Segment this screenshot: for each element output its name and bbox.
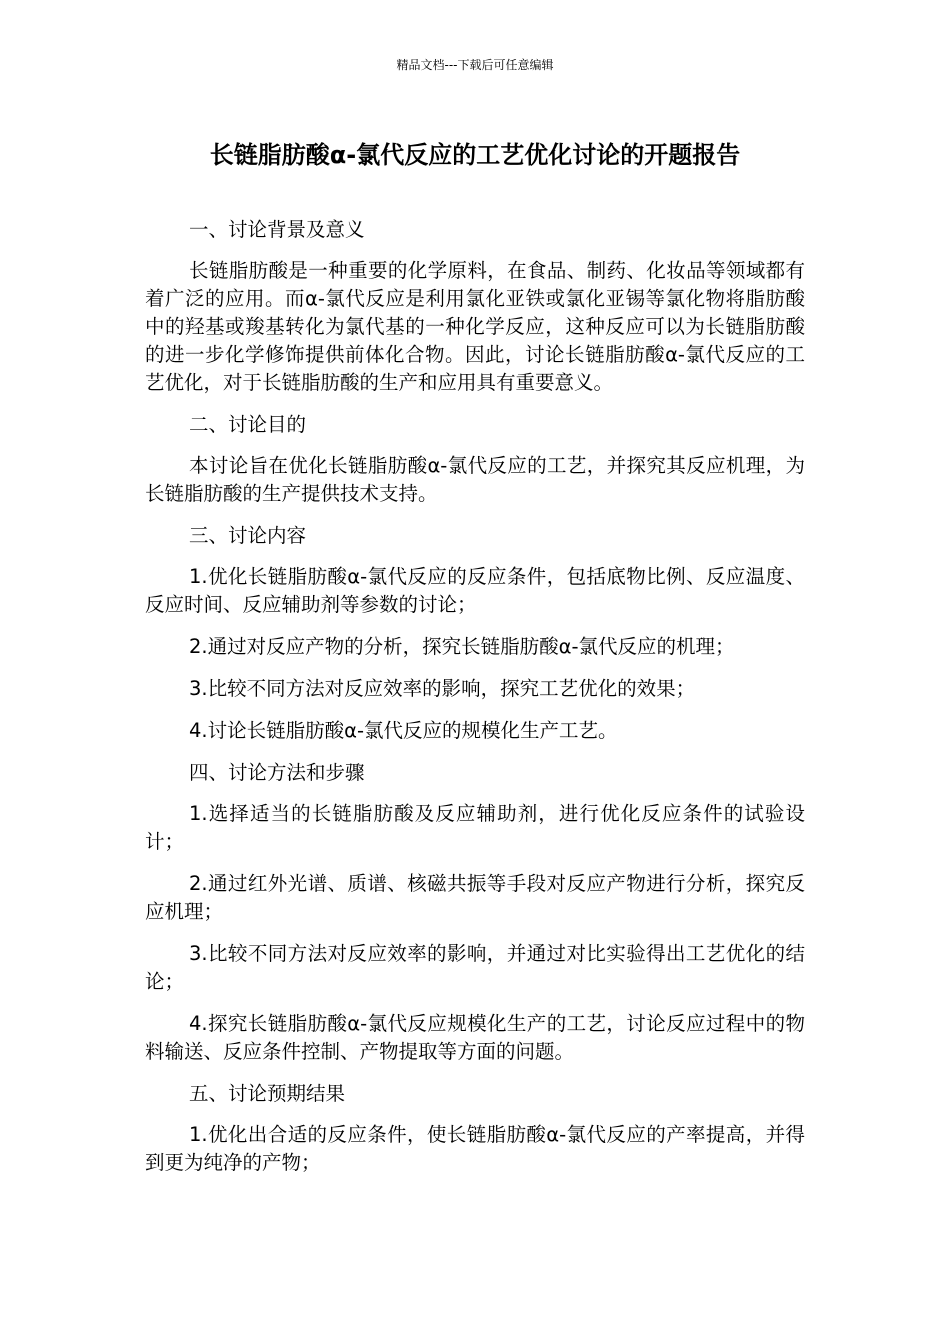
- list-item-methods-2: 2.通过红外光谱、质谱、核磁共振等手段对反应产物进行分析，探究反应机理；: [145, 872, 805, 923]
- section-heading-expected-results: 五、讨论预期结果: [189, 1082, 346, 1105]
- paragraph-purpose: 本讨论旨在优化长链脂肪酸α-氯代反应的工艺，并探究其反应机理，为长链脂肪酸的生产提供技术支持。: [145, 454, 805, 505]
- list-item-content-1: 1.优化长链脂肪酸α-氯代反应的反应条件，包括底物比例、反应温度、反应时间、反应辅助剂等参数的讨论；: [145, 565, 805, 616]
- list-item-content-3: 3.比较不同方法对反应效率的影响，探究工艺优化的效果；: [189, 677, 696, 700]
- page-header: 精品文档---下载后可任意编辑: [396, 58, 554, 72]
- list-item-methods-1: 1.选择适当的长链脂肪酸及反应辅助剂，进行优化反应条件的试验设计；: [145, 802, 805, 853]
- section-heading-content: 三、讨论内容: [189, 524, 307, 547]
- list-item-results-1: 1.优化出合适的反应条件，使长链脂肪酸α-氯代反应的产率提高，并得到更为纯净的产物；: [145, 1123, 805, 1174]
- section-heading-background: 一、讨论背景及意义: [189, 218, 365, 241]
- section-heading-purpose: 二、讨论目的: [189, 413, 307, 436]
- list-item-methods-4: 4.探究长链脂肪酸α-氯代反应规模化生产的工艺，讨论反应过程中的物料输送、反应条件控制、产物提取等方面的问题。: [145, 1012, 805, 1063]
- document-body: [145, 216, 805, 1191]
- list-item-content-2: 2.通过对反应产物的分析，探究长链脂肪酸α-氯代反应的机理；: [189, 635, 735, 658]
- list-item-content-4: 4.讨论长链脂肪酸α-氯代反应的规模化生产工艺。: [189, 719, 618, 742]
- section-heading-methods: 四、讨论方法和步骤: [189, 761, 365, 784]
- list-item-methods-3: 3.比较不同方法对反应效率的影响，并通过对比实验得出工艺优化的结论；: [145, 942, 805, 993]
- document-title: 长链脂肪酸α-氯代反应的工艺优化讨论的开题报告: [209, 141, 741, 169]
- paragraph-background: 长链脂肪酸是一种重要的化学原料，在食品、制药、化妆品等领域都有着广泛的应用。而α-氯代反应是利用氯化亚铁或氯化亚锡等氯化物将脂肪酸中的羟基或羧基转化为氯代基的一种化学反应，这种反应可以为长链脂肪酸的进一步化学修饰提供前体化合物。因此，讨论长链脂肪酸α-氯代反应的工艺优化，对于长链脂肪酸的生产和应用具有重要意义。: [145, 259, 805, 394]
